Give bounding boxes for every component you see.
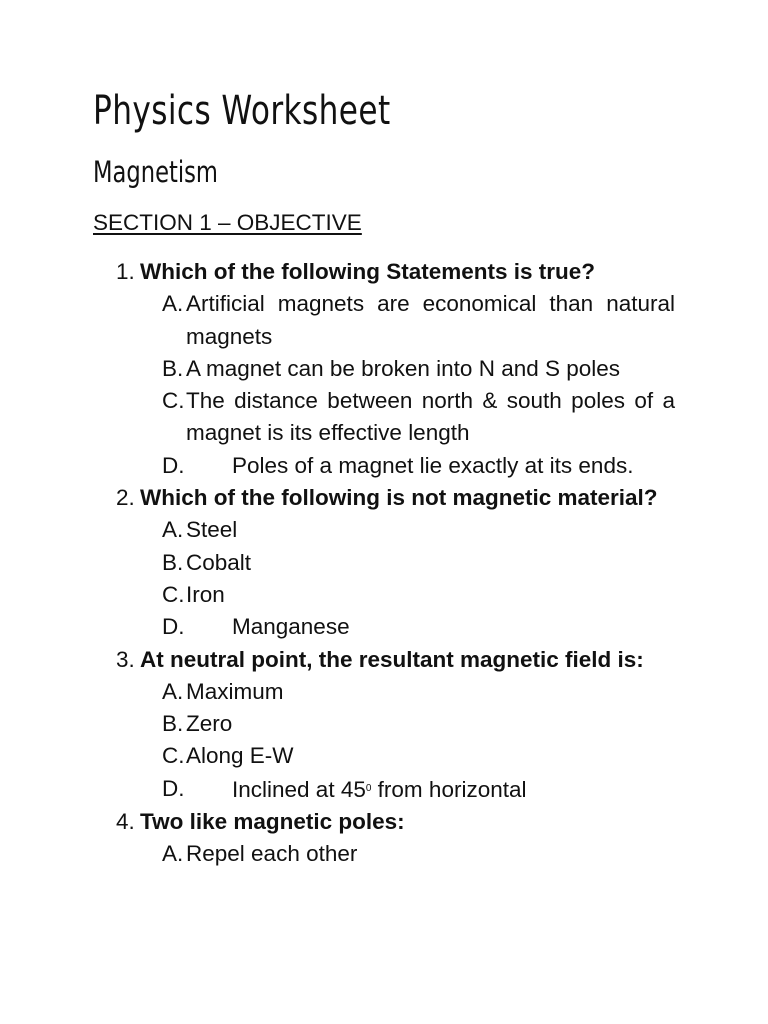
question-number: 2. xyxy=(116,485,135,511)
option-3d xyxy=(93,773,675,806)
option-text: Artificial magnets are economical than natural magnets xyxy=(186,291,675,349)
option-letter: A. xyxy=(162,291,184,317)
option-1a xyxy=(93,288,675,353)
question-1 xyxy=(93,256,675,288)
question-number: 3. xyxy=(116,646,135,672)
option-text: Cobalt xyxy=(186,549,252,575)
question-4 xyxy=(93,806,675,838)
option-letter: C. xyxy=(162,388,185,414)
option-letter: A. xyxy=(162,841,184,867)
option-3a xyxy=(93,676,675,708)
option-letter: C. xyxy=(162,743,185,769)
question-text: Which of the following Statements is true? xyxy=(140,259,596,284)
option-text: Steel xyxy=(186,517,238,543)
option-2c xyxy=(93,579,675,611)
option-3b xyxy=(93,708,675,740)
question-number: 4. xyxy=(116,809,135,835)
option-letter: A. xyxy=(162,678,184,704)
worksheet-subtitle: Magnetism xyxy=(93,155,218,189)
option-text: Iron xyxy=(186,581,225,607)
option-letter: D. xyxy=(162,614,185,640)
question-number: 1. xyxy=(116,259,135,284)
option-text: Inclined at 45 xyxy=(232,776,366,802)
option-2d xyxy=(93,611,675,643)
question-2 xyxy=(93,482,675,514)
option-letter: D. xyxy=(162,452,185,478)
degree-superscript: 0 xyxy=(365,782,372,794)
option-letter: B. xyxy=(162,549,184,575)
option-text: Repel each other xyxy=(186,841,358,867)
option-1d xyxy=(93,450,675,482)
option-letter: D. xyxy=(162,775,185,801)
option-4a xyxy=(93,838,675,870)
option-letter: B. xyxy=(162,355,184,381)
section-heading: SECTION 1 – OBJECTIVE xyxy=(93,210,362,235)
option-1b xyxy=(93,353,675,385)
option-letter: B. xyxy=(162,711,184,737)
question-list xyxy=(93,256,675,871)
question-text: Two like magnetic poles: xyxy=(140,809,405,835)
option-text: Along E-W xyxy=(186,743,294,769)
option-1c xyxy=(93,385,675,450)
question-text: At neutral point, the resultant magnetic field is: xyxy=(140,646,644,672)
question-3 xyxy=(93,644,675,676)
option-text: The distance between north & south poles of a magnet is its effective length xyxy=(186,388,675,446)
option-3c xyxy=(93,740,675,772)
option-letter: C. xyxy=(162,581,185,607)
option-letter: A. xyxy=(162,517,184,543)
option-text: A magnet can be broken into N and S poles xyxy=(186,355,621,381)
option-text: Manganese xyxy=(232,614,350,640)
worksheet-title: Physics Worksheet xyxy=(93,88,391,134)
option-text: Poles of a magnet lie exactly at its ends. xyxy=(232,452,634,478)
option-text: Zero xyxy=(186,711,233,737)
question-text: Which of the following is not magnetic material? xyxy=(140,485,658,511)
option-text-continued: from horizontal xyxy=(371,776,527,802)
option-2b xyxy=(93,547,675,579)
option-2a xyxy=(93,514,675,546)
option-text: Maximum xyxy=(186,678,284,704)
